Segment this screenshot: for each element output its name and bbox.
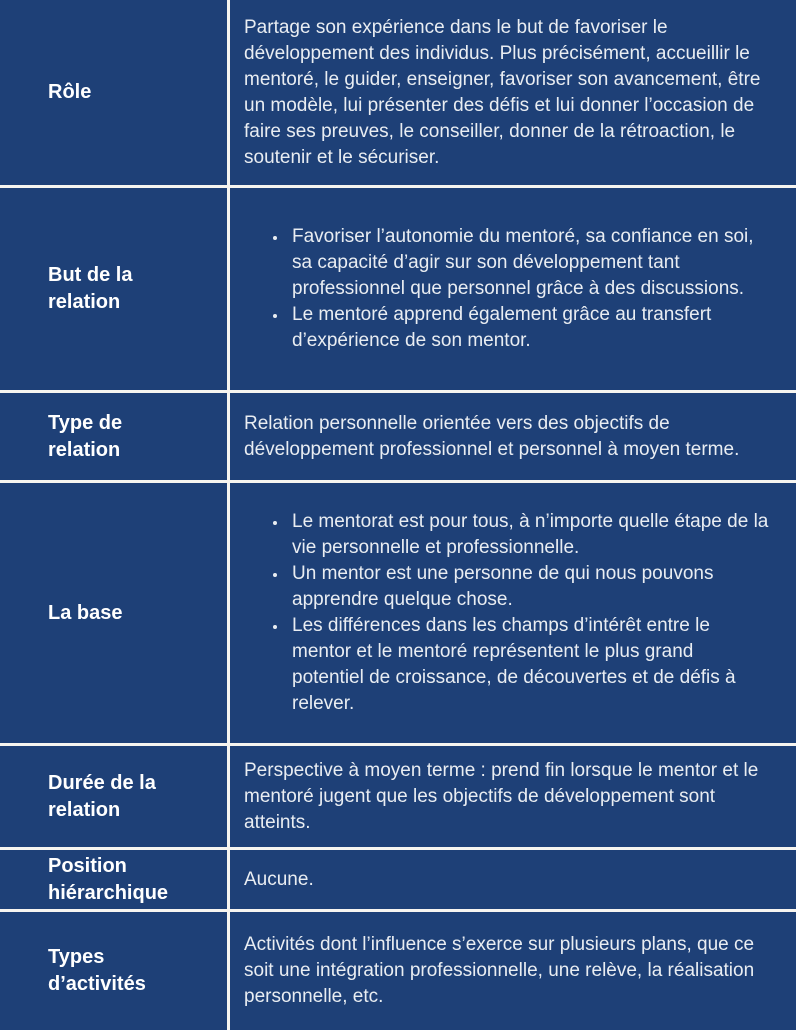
row-content-cell <box>230 188 796 390</box>
bullet-item: • Le mentoré apprend également grâce au transfert d’expérience de son mentor. <box>288 302 770 354</box>
table-row-role <box>0 0 796 185</box>
row-content-cell <box>230 850 796 909</box>
row-text: Partage son expérience dans le but de favoriser le développement des individus. Plus précisément, accueillir le mentoré, le guider, enseigner, favoriser son avancement, être un modèle, lui présenter des défis et lui donner l’occasion de faire ses preuves, le conseiller, donner de la rétroaction, le soutenir et le sécuriser. <box>244 16 761 168</box>
row-text: Aucune. <box>244 868 314 890</box>
row-content-cell <box>230 483 796 743</box>
bullet-list <box>244 509 770 717</box>
table-row-types-d-activites <box>0 909 796 1030</box>
row-label: Position hiérarchique <box>48 854 169 904</box>
bullet-list <box>244 224 770 354</box>
row-content-cell <box>230 746 796 847</box>
row-label: Rôle <box>48 81 92 103</box>
row-text: Activités dont l’influence s’exerce sur plusieurs plans, que ce soit une intégration professionnelle, une relève, la réalisation personnelle, etc. <box>244 934 755 1007</box>
row-label: La base <box>48 601 123 624</box>
table-row-but-de-la-relation <box>0 185 796 390</box>
row-label-cell <box>0 483 230 743</box>
row-label-cell <box>0 746 230 847</box>
bullet-item: • Le mentorat est pour tous, à n’importe quelle étape de la vie personnelle et professionnelle. <box>288 509 770 561</box>
row-label: But de la relation <box>48 264 133 313</box>
row-label-cell <box>0 393 230 480</box>
row-label-cell <box>0 912 230 1030</box>
row-content-cell <box>230 393 796 480</box>
row-label-cell <box>0 0 230 185</box>
row-label: Types d’activités <box>48 946 146 995</box>
row-label: Type de relation <box>48 411 123 461</box>
bullet-item: • Un mentor est une personne de qui nous pouvons apprendre quelque chose. <box>288 561 770 613</box>
row-label-cell <box>0 850 230 909</box>
bullet-item: • Les différences dans les champs d’intérêt entre le mentor et le mentoré représentent le plus grand potentiel de croissance, de découvertes et de défis à relever. <box>288 613 770 717</box>
row-text: Relation personnelle orientée vers des objectifs de développement professionnel et personnel à moyen terme. <box>244 412 740 460</box>
table-row-position-hierarchique <box>0 847 796 909</box>
table-row-type-de-relation <box>0 390 796 480</box>
row-content-cell <box>230 912 796 1030</box>
row-label: Durée de la relation <box>48 771 156 821</box>
bullet-item: • Favoriser l’autonomie du mentoré, sa confiance en soi, sa capacité d’agir sur son développement tant professionnel que personnel grâce à des discussions. <box>288 224 770 302</box>
table-row-duree-de-la-relation <box>0 743 796 847</box>
row-text: Perspective à moyen terme : prend fin lorsque le mentor et le mentoré jugent que les objectifs de développement sont atteints. <box>244 759 759 833</box>
table-row-la-base <box>0 480 796 743</box>
row-content-cell <box>230 0 796 185</box>
row-label-cell <box>0 188 230 390</box>
